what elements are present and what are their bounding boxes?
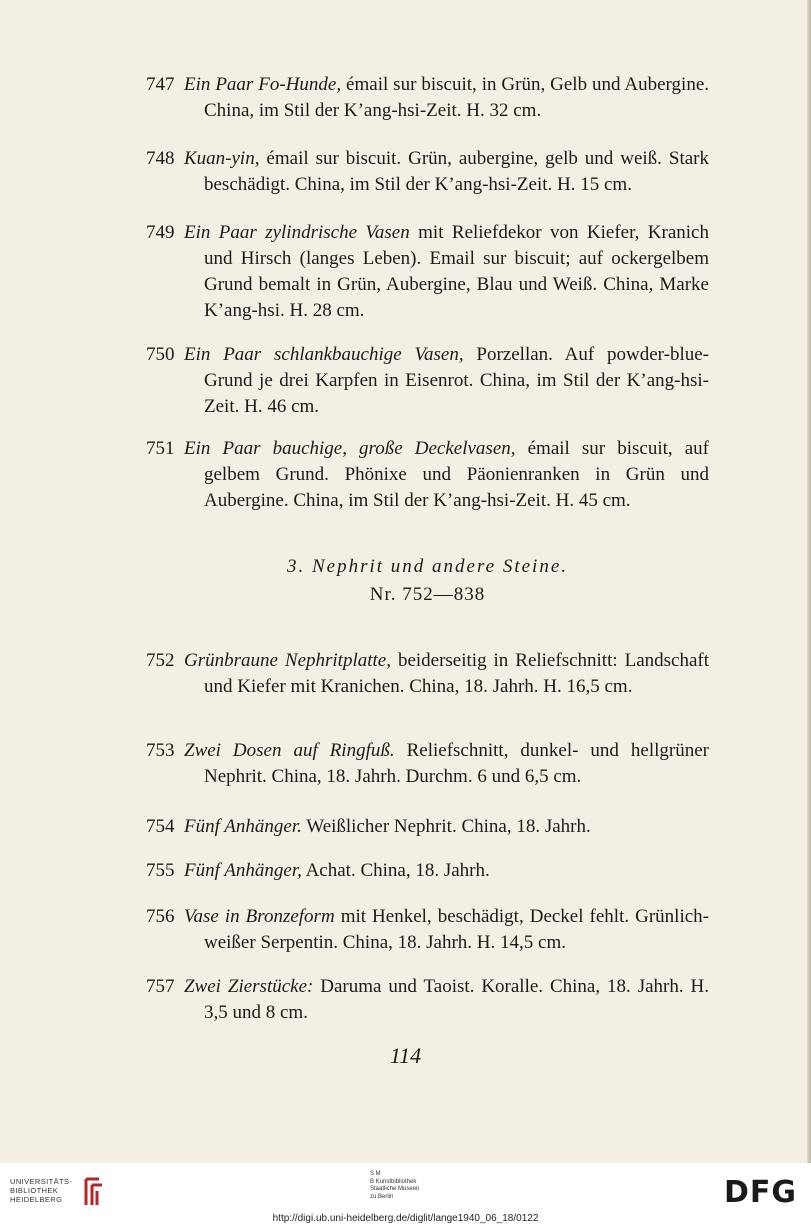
catalogue-entry-752	[146, 648, 709, 700]
catalogue-entry-749	[146, 220, 709, 324]
entry-number: 750	[146, 344, 175, 365]
entry-title: Zwei Dosen auf Ringfuß.	[184, 740, 395, 761]
entry-description: mit Henkel, beschädigt, Deckel fehlt. Grünlich-weißer Serpentin. China, 18. Jahrh. H. 14,5 cm.	[204, 906, 709, 953]
entry-description: émail sur biscuit, auf gelbem Grund. Phönixe und Päonienranken in Grün und Aubergine. China, im Stil der K’ang-hsi-Zeit. H. 45 cm.	[204, 438, 709, 511]
entry-description: émail sur biscuit. Grün, aubergine, gelb und weiß. Stark beschädigt. China, im Stil der K’ang-hsi-Zeit. H. 15 cm.	[204, 148, 709, 195]
entry-title: Fünf Anhänger,	[184, 860, 302, 881]
university-name: UNIVERSITÄTS- BIBLIOTHEK HEIDELBERG	[10, 1177, 73, 1204]
catalogue-entry-747	[146, 72, 709, 124]
entry-description: beiderseitig in Reliefschnitt: Landschaft und Kiefer mit Kranichen. China, 18. Jahrh. H. 16,5 cm.	[204, 650, 709, 697]
entry-description: Reliefschnitt, dunkel- und hellgrüner Nephrit. China, 18. Jahrh. Durchm. 6 und 6,5 cm.	[204, 740, 709, 787]
entry-number: 751	[146, 438, 175, 459]
catalogue-entry-748	[146, 146, 709, 198]
section-heading: 3. Nephrit und andere Steine.	[286, 556, 569, 577]
entry-title: Ein Paar schlankbauchige Vasen,	[184, 344, 464, 365]
catalogue-entry-754	[146, 814, 709, 840]
catalogue-entry-755	[146, 858, 709, 884]
entry-title: Vase in Bronzeform	[184, 906, 335, 927]
entry-number: 749	[146, 222, 175, 243]
university-library-logo[interactable]	[10, 1177, 105, 1211]
entry-title: Kuan-yin,	[184, 148, 260, 169]
entry-description: Achat. China, 18. Jahrh.	[301, 860, 490, 881]
catalogue-entry-756	[146, 904, 709, 956]
catalogue-entry-750	[146, 342, 709, 420]
entry-number: 756	[146, 906, 175, 927]
entry-description: mit Reliefdekor von Kiefer, Kranich und Hirsch (langes Leben). Email sur biscuit; auf ockergelbem Grund bemalt in Grün, Aubergine, Blau und Weiß. China, Marke K’ang-hsi. H. 28 cm.	[204, 222, 709, 321]
page-number: 114	[389, 1043, 422, 1068]
entry-title: Ein Paar Fo-Hunde,	[184, 74, 342, 95]
entry-description: Weißlicher Nephrit. China, 18. Jahrh.	[301, 816, 591, 837]
entry-description: Porzellan. Auf powder-blue-Grund je drei Karpfen in Eisenrot. China, im Stil der K’ang-hsi-Zeit. H. 46 cm.	[204, 344, 709, 417]
catalogue-entry-751	[146, 436, 709, 514]
entry-number: 755	[146, 860, 175, 881]
entry-title: Grünbraune Nephritplatte,	[184, 650, 391, 671]
entry-description: émail sur biscuit, in Grün, Gelb und Aubergine. China, im Stil der K’ang-hsi-Zeit. H. 32 cm.	[204, 74, 709, 121]
heidelberg-mark-icon	[83, 1177, 105, 1207]
entry-title: Ein Paar bauchige, große Deckelvasen,	[184, 438, 516, 459]
catalogue-entry-753	[146, 738, 709, 790]
entry-number: 757	[146, 976, 175, 997]
entry-title: Fünf Anhänger.	[184, 816, 302, 837]
entry-number: 753	[146, 740, 175, 761]
entry-number: 748	[146, 148, 175, 169]
entry-number: 752	[146, 650, 175, 671]
catalogue-entry-757	[146, 974, 709, 1026]
entry-title: Zwei Zierstücke:	[184, 976, 314, 997]
section-range: Nr. 752—838	[369, 584, 486, 605]
page-edge-shadow	[807, 0, 811, 1163]
entry-number: 754	[146, 816, 175, 837]
entry-description: Daruma und Taoist. Koralle. China, 18. Jahrh. H. 3,5 und 8 cm.	[204, 976, 709, 1023]
footer-bar	[0, 1163, 811, 1227]
kunstbibliothek-note: S M B Kunstbibliothek Staatliche Museen zu Berlin	[370, 1171, 420, 1200]
entry-number: 747	[146, 74, 175, 95]
source-url-link[interactable]: http://digi.ub.uni-heidelberg.de/diglit/lange1940_06_18/0122	[272, 1213, 539, 1224]
entry-title: Ein Paar zylindrische Vasen	[184, 222, 410, 243]
dfg-logo[interactable]: DFG	[723, 1175, 797, 1210]
